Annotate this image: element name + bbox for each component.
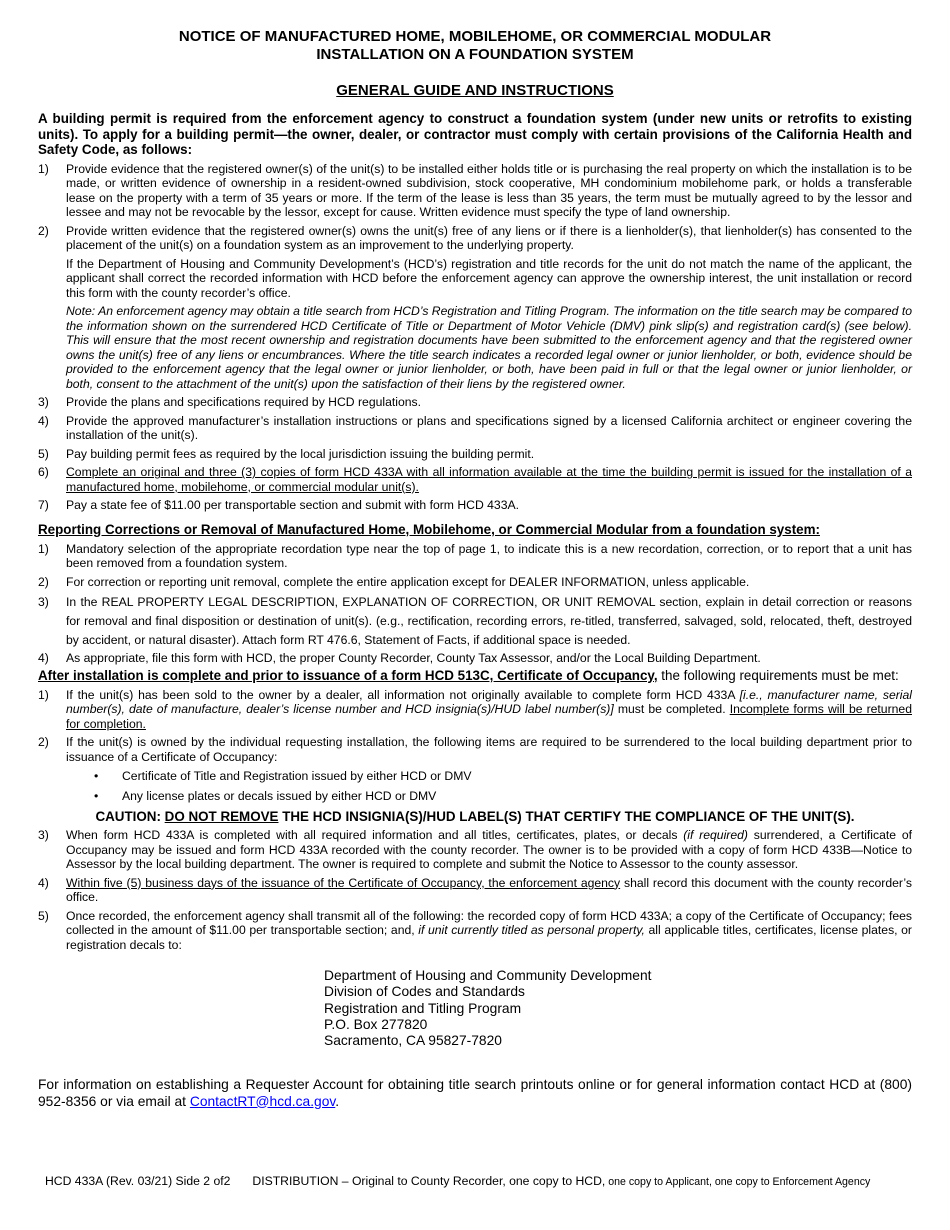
reporting-heading: Reporting Corrections or Removal of Manufactured Home, Mobilehome, or Commercial Modular from a foundation system:: [38, 521, 820, 537]
address-line: Division of Codes and Standards: [324, 984, 525, 1000]
page-footer: [45, 1174, 870, 1188]
section-title: GENERAL GUIDE AND INSTRUCTIONS: [336, 82, 614, 99]
address-line: Registration and Titling Program: [324, 1000, 522, 1016]
distribution-text: DISTRIBUTION – Original to County Recorder, one copy to HCD,: [252, 1174, 606, 1188]
contact-email-link[interactable]: ContactRT@hcd.ca.gov: [189, 1093, 336, 1109]
reporting-item: 4) As appropriate, file this form with HCD, the proper County Recorder, County Tax Assessor, and/or the Local Building Department.: [38, 651, 761, 666]
after-item: 4) Within five (5) business days of the issuance of the Certificate of Occupancy, the enforcement agency shall record this document with the county recorder’s office.: [38, 875, 912, 905]
permit-item: 3) Provide the plans and specifications required by HCD regulations.: [38, 395, 421, 410]
after-item: 5) Once recorded, the enforcement agency shall transmit all of the following: the recorded copy of form HCD 433A; a copy of the Certificate of Occupancy; fees collected in the amount of $11.00 per transportable section; and, if unit currently titled as personal property, all applicable titles, certificates, license plates, or registration decals to:: [38, 908, 912, 952]
bullet-item: • Certificate of Title and Registration issued by either HCD or DMV: [94, 769, 472, 784]
bullet-icon: •: [94, 788, 99, 803]
address-line: P.O. Box 277820: [324, 1016, 428, 1032]
title-line-1: NOTICE OF MANUFACTURED HOME, MOBILEHOME, OR COMMERCIAL MODULAR: [178, 28, 772, 45]
reporting-item: 3) In the REAL PROPERTY LEGAL DESCRIPTION, EXPLANATION OF CORRECTION, OR UNIT REMOVAL section, explain in detail correction or reasons for removal and final disposition or destination of unit(s). (e.g., rectification, recording errors, re-titled, transferred, salvaged, sold, relocated, theft, destroyed by accident, or natural disaster). Attach form RT 476.6, Statement of Facts, if additional space is needed.: [38, 595, 912, 648]
permit-item: 4) Provide the approved manufacturer’s installation instructions or plans and specifications signed by a licensed California architect or engineer covering the installation of the unit(s).: [38, 413, 912, 443]
permit-item: 6) Complete an original and three (3) copies of form HCD 433A with all information available at the time the building permit is issued for the installation of a manufactured home, mobilehome, or commercial modular unit(s).: [38, 465, 912, 494]
permit-item: 2) Provide written evidence that the registered owner(s) owns the unit(s) free of any liens or if there is a lienholder(s), that lienholder(s) has consented to the placement of the unit(s) on a foundation system as an improvement to the underlying property.: [38, 223, 912, 253]
permit-item: 7) Pay a state fee of $11.00 per transportable section and submit with form HCD 433A.: [38, 498, 519, 513]
address-line: Sacramento, CA 95827-7820: [324, 1033, 502, 1049]
title-line-2: INSTALLATION ON A FOUNDATION SYSTEM: [316, 46, 634, 63]
address-line: Department of Housing and Community Development: [324, 968, 652, 984]
document-page: [38, 28, 912, 1110]
bullet-item: • Any license plates or decals issued by either HCD or DMV: [94, 788, 437, 803]
after-item: 2) If the unit(s) is owned by the individual requesting installation, the following items are required to be surrendered to the local building department prior to issuance of a Certificate of Occupancy:: [38, 735, 912, 764]
mailing-address: [324, 968, 912, 1049]
distribution-small: one copy to Applicant, one copy to Enforcement Agency: [605, 1176, 871, 1188]
reporting-item: 2) For correction or reporting unit removal, complete the entire application except for DEALER INFORMATION, unless applicable.: [38, 574, 750, 589]
form-id: HCD 433A (Rev. 03/21) Side 2 of2: [45, 1174, 231, 1188]
caution-notice: CAUTION: DO NOT REMOVE THE HCD INSIGNIA(S)/HUD LABEL(S) THAT CERTIFY THE COMPLIANCE OF THE UNIT(S).: [95, 809, 855, 825]
permit-item: 1) Provide evidence that the registered owner(s) of the unit(s) to be installed either holds title or is purchasing the real property on which the installation is to be made, or written evidence of ownership in a resident-owned subdivision, stock cooperative, MH condominium mobilehome park, or holds a transferable lease on the property with a term of 35 years or more. If the term of the lease is less than 35 years, the term must be mutually agreed to by the lessor and lessee and may not be revocable by the lessor, except for cause. Written evidence must specify the type of land ownership.: [38, 161, 912, 220]
document-title: [38, 28, 912, 64]
after-item: 1) If the unit(s) has been sold to the owner by a dealer, all information not originally available to complete form HCD 433A [i.e., manufacturer name, serial number(s), date of manufacture, dealer’s license number and HCD insignia(s)/HUD label number(s)] must be completed. Incomplete forms will be returned for completion.: [38, 687, 912, 731]
intro-paragraph: A building permit is required from the enforcement agency to construct a foundation system (under new units or retrofits to existing units). To apply for a building permit—the owner, dealer, or contractor must comply with certain provisions of the California Health and Safety Code, as follows:: [38, 111, 912, 158]
contact-paragraph: For information on establishing a Requester Account for obtaining title search printouts online or for general information contact HCD at (800) 952-8356 or via email at ContactRT@hcd.ca.gov.: [38, 1077, 912, 1109]
bullet-icon: •: [94, 769, 99, 784]
permit-item: 5) Pay building permit fees as required by the local jurisdiction issuing the building permit.: [38, 446, 535, 461]
hcd-records-paragraph: If the Department of Housing and Community Development’s (HCD’s) registration and title records for the unit do not match the name of the applicant, the applicant shall correct the recorded information with HCD before the enforcement agency can approve the ownership interest, the unit installation or record this form with the county recorder’s office.: [66, 256, 912, 300]
title-search-note: Note: An enforcement agency may obtain a title search from HCD’s Registration and Titling Program. The information on the title search may be compared to the information shown on the surrendered HCD Certificate of Title or Department of Motor Vehicle (DMV) pink slip(s) and registration card(s) (see below). This will ensure that the most recent ownership and registration documents have been submitted to the enforcement agency and that the registered owner owns the unit(s) free of any liens or encumbrances. Where the title search indicates a recorded legal owner or junior lienholder, or both, evidence should be provided to the enforcement agency that the legal owner or junior lienholder, or both, have been paid in full or that the legal owner or junior lienholder, or both, consent to the attachment of the unit(s) upon the satisfaction of their liens by the registered owner.: [66, 304, 912, 391]
after-item: 3) When form HCD 433A is completed with all required information and all titles, certificates, plates, or decals (if required) surrendered, a Certificate of Occupancy may be issued and form HCD 433A recorded with the county recorder. The owner is to be provided with a copy of form HCD 433B—Notice to Assessor by the local building department. The owner is required to complete and submit the Notice to Assessor to the county assessor.: [38, 828, 912, 872]
reporting-item: 1) Mandatory selection of the appropriate recordation type near the top of page 1, to indicate this is a new recordation, correction, or to report that a unit has been removed from a foundation system.: [38, 541, 912, 571]
after-installation-heading: After installation is complete and prior to issuance of a form HCD 513C, Certificate of Occupancy, the following requirements must be met:: [38, 667, 899, 683]
